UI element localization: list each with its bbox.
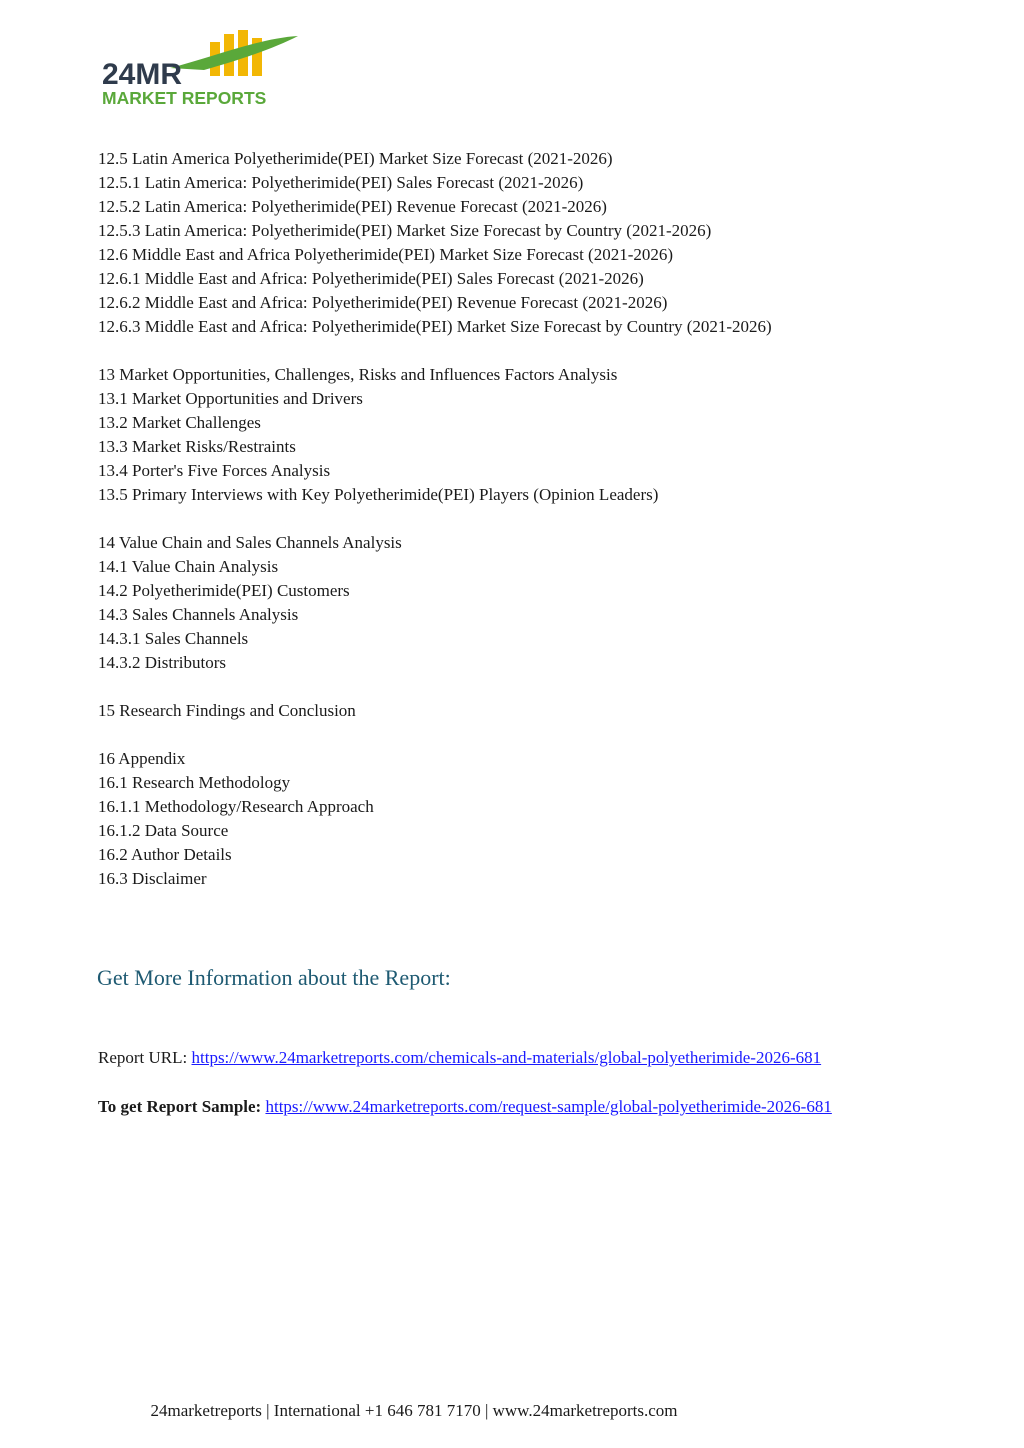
report-url-line: [98, 1046, 821, 1070]
report-sample-label: To get Report Sample:: [98, 1097, 266, 1116]
toc-line: 12.5.1 Latin America: Polyetherimide(PEI) Sales Forecast (2021-2026): [98, 173, 584, 192]
toc-line: 13.2 Market Challenges: [98, 413, 261, 432]
company-logo: [100, 28, 310, 112]
toc-line: 14.2 Polyetherimide(PEI) Customers: [98, 581, 350, 600]
report-url-label: Report URL:: [98, 1048, 192, 1067]
toc-line: 13.1 Market Opportunities and Drivers: [98, 389, 363, 408]
toc-line: 13 Market Opportunities, Challenges, Risks and Influences Factors Analysis: [98, 365, 618, 384]
toc-line: 16.2 Author Details: [98, 845, 232, 864]
logo-graphic: [100, 28, 310, 112]
toc-line: 16.3 Disclaimer: [98, 869, 207, 888]
toc-line: 14.3 Sales Channels Analysis: [98, 605, 299, 624]
logo-text-top: 24MR: [102, 58, 183, 91]
toc-line: 12.6.1 Middle East and Africa: Polyetherimide(PEI) Sales Forecast (2021-2026): [98, 269, 644, 288]
toc-group-16: [98, 747, 978, 891]
toc-line: 13.5 Primary Interviews with Key Polyetherimide(PEI) Players (Opinion Leaders): [98, 485, 659, 504]
page-footer: 24marketreports | International +1 646 781 7170 | www.24marketreports.com: [150, 1401, 678, 1420]
toc-group-14: [98, 531, 978, 675]
toc-group-15: [98, 699, 978, 723]
report-url-link[interactable]: https://www.24marketreports.com/chemicals-and-materials/global-polyetherimide-2026-681: [191, 1048, 822, 1067]
table-of-contents: [98, 147, 978, 915]
toc-line: 12.6.2 Middle East and Africa: Polyetherimide(PEI) Revenue Forecast (2021-2026): [98, 293, 668, 312]
toc-line: 14.3.1 Sales Channels: [98, 629, 249, 648]
toc-group-12: [98, 147, 978, 339]
more-info-heading: Get More Information about the Report:: [97, 965, 451, 990]
toc-line: 12.5.3 Latin America: Polyetherimide(PEI) Market Size Forecast by Country (2021-2026): [98, 221, 712, 240]
toc-line: 12.6.3 Middle East and Africa: Polyetherimide(PEI) Market Size Forecast by Country (2021-2026): [98, 317, 772, 336]
toc-line: 14 Value Chain and Sales Channels Analysis: [98, 533, 402, 552]
toc-line: 14.1 Value Chain Analysis: [98, 557, 279, 576]
toc-line: 16 Appendix: [98, 749, 186, 768]
toc-line: 12.5 Latin America Polyetherimide(PEI) Market Size Forecast (2021-2026): [98, 149, 613, 168]
logo-text-bottom: MARKET REPORTS: [102, 88, 267, 108]
toc-line: 15 Research Findings and Conclusion: [98, 701, 356, 720]
toc-group-13: [98, 363, 978, 507]
toc-line: 13.4 Porter's Five Forces Analysis: [98, 461, 331, 480]
toc-line: 16.1.1 Methodology/Research Approach: [98, 797, 374, 816]
report-sample-link[interactable]: https://www.24marketreports.com/request-sample/global-polyetherimide-2026-681: [265, 1097, 832, 1116]
toc-line: 12.6 Middle East and Africa Polyetherimide(PEI) Market Size Forecast (2021-2026): [98, 245, 674, 264]
toc-line: 16.1.2 Data Source: [98, 821, 229, 840]
toc-line: 14.3.2 Distributors: [98, 653, 226, 672]
toc-line: 12.5.2 Latin America: Polyetherimide(PEI) Revenue Forecast (2021-2026): [98, 197, 607, 216]
toc-line: 16.1 Research Methodology: [98, 773, 291, 792]
report-sample-line: [98, 1095, 832, 1119]
toc-line: 13.3 Market Risks/Restraints: [98, 437, 296, 456]
